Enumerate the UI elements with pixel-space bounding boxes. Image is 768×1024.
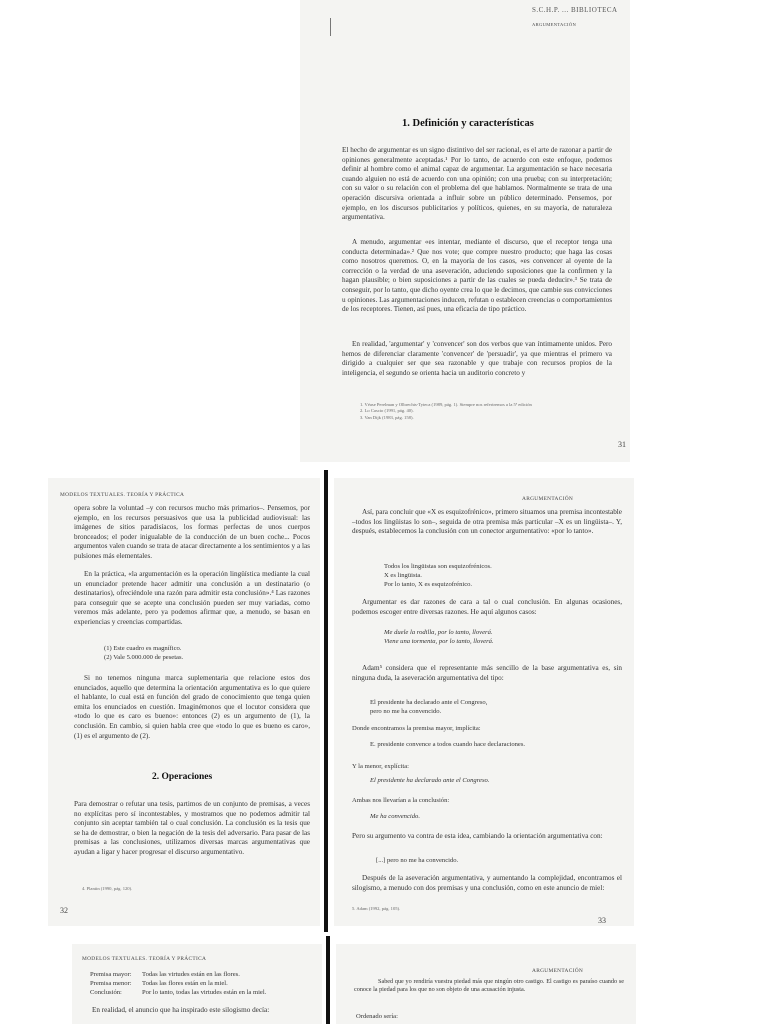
page-number: 32 <box>60 906 68 915</box>
text-line: Donde encontramos la premisa mayor, implícita: <box>352 725 481 732</box>
section-heading: 2. Operaciones <box>152 772 213 782</box>
paragraph: En realidad, el anuncio que ha inspirado este silogismo decía: <box>92 1006 270 1014</box>
syllogism-row <box>90 970 240 979</box>
footnote: 2. Lo Cascio (1991, pág. 40). <box>360 408 414 414</box>
example-line: El presidente ha declarado ante el Congreso. <box>370 777 490 784</box>
paragraph-2: En la práctica, «la argumentación es la operación lingüística mediante la cual un enunciador pretende hacer admitir una conclusión a un destinatario (o destinatarios), ofreciéndole una razón para admitir esta conclusión».⁴ Las razones para conseguir que se acepte una conclusión pueden ser muy variadas, como veremos más adelante, pero ya podemos afirmar que, a menudo, se basan en experiencias y creencias compartidas. <box>74 570 310 626</box>
footnote: 5. Adam (1992, pág. 105). <box>352 906 401 911</box>
quote-line: Me duele la rodilla, por lo tanto, lloverá. <box>384 629 493 636</box>
row-label: Conclusión: <box>90 989 122 996</box>
row-text: Por lo tanto, todas las virtudes están en la miel. <box>142 989 267 996</box>
running-head: MODELOS TEXTUALES. TEORÍA Y PRÁCTICA <box>60 492 185 498</box>
syllogism-line: Por lo tanto, X es esquizofrénico. <box>384 581 473 588</box>
row-label: Premisa mayor: <box>90 971 132 978</box>
running-head: ARGUMENTACIÓN <box>522 496 574 502</box>
footnote: 1. Véase Perelman y Olbrechts-Tyteca (1989, pág. 1). Siempre nos referiremos a la 5ª edición <box>360 402 532 407</box>
text-line: Y la menor, explícita: <box>352 763 409 770</box>
row-label: Premisa menor: <box>90 980 132 987</box>
example-line: Me ha convencido. <box>370 813 420 820</box>
paragraph-3: Adam⁵ considera que el representante más sencillo de la base argumentativa es, sin ninguna duda, la aseveración argumentativa del tipo: <box>352 664 622 682</box>
example-1 <box>370 698 487 716</box>
paragraph-3: Si no tenemos ninguna marca suplementaria que relacione estos dos enunciados, aquello que determina la orientación argumentativa es lo que quiere el hablante, lo cual está en función del grado de conocimiento que tenga quien emita los enunciados en cuestión. Imaginémonos que el locutor considera que «todo lo que es caro es bueno»: entonces (2) es un argumento de (1), la conclusión. En cambio, si quien habla cree que «todo lo que es bueno es caro», (1) es el argumento de (2). <box>74 674 310 740</box>
quote <box>384 628 494 646</box>
row-text: Todas las virtudes están en las flores. <box>142 971 240 978</box>
paragraph-1: Así, para concluir que «X es esquizofrénico», primero situamos una premisa incontestable –todos los lingüistas lo son–, seguida de otra premisa más particular –X es un lingüista–. Y, después, establecemos la conclusión con un conector argumentativo: «por lo tanto». <box>352 508 622 536</box>
page-33 <box>334 478 634 926</box>
syllogism-line: Todos los lingüistas son esquizofrénicos. <box>384 563 492 570</box>
margin-mark <box>330 18 331 36</box>
paragraph-1: El hecho de argumentar es un signo distintivo del ser racional, es el arte de razonar a partir de opiniones generalmente aceptadas.¹ Por lo tanto, de acuerdo con este enfoque, podemos definir al hombre como el animal capaz de argumentar. La argumentación se hace necesaria cuando alguien no está de acuerdo con una opinión; con una prueba; con su interpretación; con su valor o su relación con el problema del que hablamos. Normalmente se trata de una operación discursiva orientada a influir sobre un público determinado. Pensemos, por ejemplo, en los discursos publicitarios y políticos, quienes, en su mayoría, de naturaleza argumentativa. <box>342 146 612 222</box>
example: (1) Este cuadro es magnífico. <box>104 645 182 652</box>
example-line: pero no me ha convencido. <box>370 708 442 715</box>
examples <box>104 644 183 662</box>
text-line: Ambas nos llevarían a la conclusión: <box>352 797 450 804</box>
paragraph-3: En realidad, 'argumentar' y 'convencer' son dos verbos que van íntimamente unidos. Pero hemos de diferenciar claramente 'convencer' de 'persuadir', ya que mientras el primero va dirigido a cualquier ser que sea razonable y que trabaje con recursos propios de la inteligencia, el segundo se orienta hacia un auditorio concreto y <box>342 340 612 377</box>
paragraph-2: A menudo, argumentar «es intentar, mediante el discurso, que el receptor tenga una conducta determinada».² Que nos vote; que compre nuestro producto; que haga las cosas como nosotros queremos. O, en la mayoría de los casos, «es convencer al oyente de la corrección o la verdad de una aseveración, aduciendo suposiciones que la confirmen y la hagan plausible; o bien suposiciones a partir de las cuales se pueda deducir».³ Se trata de conseguir, por lo tanto, que dicho oyente crea lo que le decimos, que cambie sus convicciones u opiniones. Las argumentaciones inducen, refutan o establecen creencias o comportamientos de los receptores. Tienen, así pues, una eficacia de tipo práctico. <box>342 238 612 314</box>
quote-line: Viene una tormenta, por lo tanto, lloverá. <box>384 638 494 645</box>
example-line: [...] pero no me ha convencido. <box>376 857 459 864</box>
syllogism <box>384 562 492 589</box>
text-line: Ordenado sería: <box>356 1013 398 1020</box>
paragraph-4: Para demostrar o refutar una tesis, partimos de un conjunto de premisas, a veces no explícitas pero sí incontestables, y mostramos que no podemos admitir tal conjunto sin aceptar también tal o cual conclusión. La conclusión es la tesis que se ha de demostrar, o bien la negación de la tesis del adversario. Para pasar de las premisas a las conclusiones, utilizamos diversas marcas argumentativas que ayudan a ligar y hacer progresar el discurso argumentativo. <box>74 800 310 856</box>
example: (2) Vale 5.000.000 de pesetas. <box>104 654 184 661</box>
syllogism-line: X es lingüista. <box>384 572 422 579</box>
paragraph-2: Argumentar es dar razones de cara a tal o cual conclusión. En algunas ocasiones, podemos escoger entre diversas razones. He aquí algunos casos: <box>352 598 622 616</box>
paragraph: Sabed que yo rendiría vuestra piedad más que ningún otro castigo. El castigo es paraíso cuando se conoce la piedad para los que no son objeto de una acusación injusta. <box>354 978 624 993</box>
running-head: ARGUMENTACIÓN <box>532 968 584 974</box>
footnote: 4. Plantin (1990, pág. 120). <box>82 886 133 891</box>
example-line: El presidente ha declarado ante el Congreso, <box>370 699 488 706</box>
library-stamp: S.C.H.P. ... BIBLIOTECA <box>532 6 618 14</box>
running-head: MODELOS TEXTUALES. TEORÍA Y PRÁCTICA <box>82 956 207 962</box>
running-head: ARGUMENTACIÓN <box>532 22 577 27</box>
page-35 <box>336 944 636 1024</box>
syllogism-row <box>90 979 228 988</box>
paragraph-1: opera sobre la voluntad –y con recursos mucho más primarios–. Pensemos, por ejemplo, en los recursos persuasivos que usa la publicidad audiovisual: las imágenes de sitios paradisíacos, los formas perfectas de unos cuerpos bronceados; el poder inigualable de la conducción de un buen coche... Pocos argumentos valen cuando se trata de atacar directamente a los sentimientos y a las pulsiones más elementales. <box>74 504 310 560</box>
page-31 <box>300 0 630 462</box>
book-gutter <box>324 470 328 932</box>
page-32 <box>48 478 320 926</box>
row-text: Todas las flores están en la miel. <box>142 980 228 987</box>
page-number: 33 <box>598 916 606 925</box>
footnote: 3. Van Dijk (1983, pág. 158). <box>360 414 414 420</box>
syllogism-row <box>90 988 266 997</box>
footnotes <box>360 402 610 421</box>
text-line: Pero su argumento va contra de esta idea, cambiando la orientación argumentativa con: <box>352 832 603 840</box>
paragraph-4: Después de la aseveración argumentativa, y aumentando la complejidad, encontramos el silogismo, a menudo con dos premisas y una conclusión, como en este anuncio de miel: <box>352 874 622 892</box>
page-number: 31 <box>618 440 626 449</box>
example-line: E. presidente convence a todos cuando hace declaraciones. <box>370 741 526 748</box>
section-heading: 1. Definición y características <box>402 118 534 129</box>
book-gutter <box>326 936 330 1024</box>
page-34 <box>72 944 322 1024</box>
